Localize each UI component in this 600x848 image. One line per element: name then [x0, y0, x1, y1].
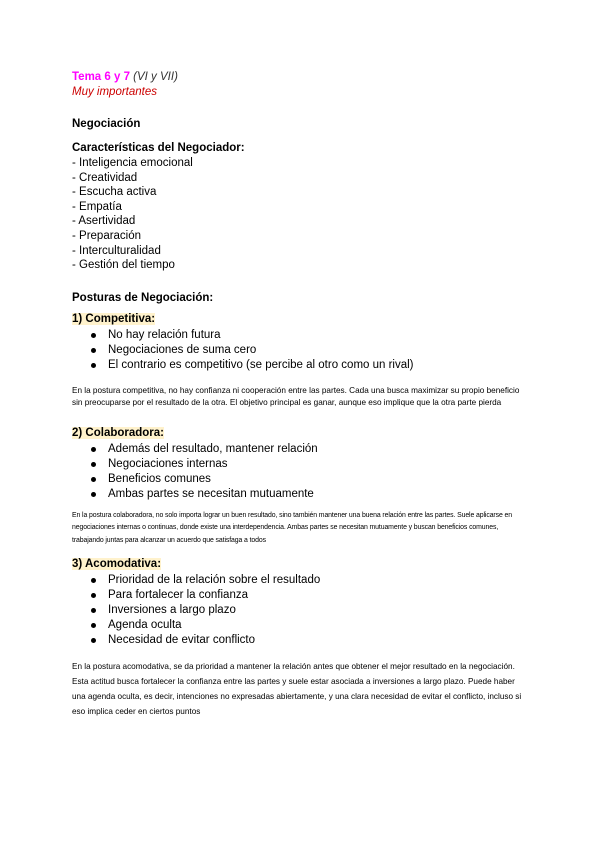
bullet-icon [91, 578, 96, 583]
list-item: - Gestión del tiempo [72, 259, 175, 272]
bullet-text: Inversiones a largo plazo [108, 604, 236, 617]
bullet-text: Ambas partes se necesitan mutuamente [108, 487, 314, 500]
bullet-item [72, 618, 532, 633]
bullet-icon [91, 623, 96, 628]
bullet-item [72, 573, 532, 588]
list-item: - Escucha activa [72, 186, 157, 199]
importance-note: Muy importantes [72, 86, 158, 98]
bullet-text: Beneficios comunes [108, 472, 211, 485]
bullet-item [72, 603, 532, 618]
list-item: - Asertividad [72, 215, 136, 228]
bullet-icon [91, 477, 96, 482]
bullet-item [72, 588, 532, 603]
list-item: - Preparación [72, 229, 142, 242]
topic-units: (VI y VII) [133, 71, 178, 83]
characteristics-heading: Características del Negociador: [72, 142, 245, 154]
bullet-icon [91, 462, 96, 467]
bullet-icon [91, 492, 96, 497]
section-colaboradora-bullets [72, 442, 532, 502]
bullet-icon [91, 348, 96, 353]
section-acomodativa-bullets [72, 573, 532, 648]
bullet-text: Prioridad de la relación sobre el resultado [108, 574, 321, 587]
bullet-icon [91, 363, 96, 368]
bullet-text: Además del resultado, mantener relación [108, 442, 318, 455]
bullet-item [72, 457, 532, 472]
bullet-text: Agenda oculta [108, 619, 182, 632]
section-acomodativa-title [72, 557, 532, 572]
bullet-item [72, 442, 532, 457]
highlight: 3) Acomodativa: [72, 558, 162, 571]
bullet-item [72, 487, 532, 502]
section-acomodativa-paragraph: En la postura acomodativa, se da prioridad a mantener la relación antes que obtener el mejor resultado en la negociación. Esta actitud busca fortalecer la confianza entre las partes y suele estar asociada a inversiones a largo plazo. Puede haber una agenda oculta, es decir, intenciones no expresadas abiertamente, y una clara necesidad de evitar el conflicto, incluso si eso implica ceder en ciertos puntos [72, 662, 522, 717]
bullet-icon [91, 608, 96, 613]
bullet-icon [91, 333, 96, 338]
bullet-item [72, 472, 532, 487]
bullet-text: Necesidad de evitar conflicto [108, 634, 256, 647]
section-colaboradora-paragraph: En la postura colaboradora, no solo importa lograr un buen resultado, sino también mantener una buena relación entre las partes. Suele aplicarse en negociaciones internas o continuas, donde existe una interdependencia. Ambas partes se necesitan mutuamente y buscan beneficios comunes, trabajando juntas para alcanzar un acuerdo que satisfaga a todos [72, 511, 512, 544]
section-colaboradora-title [72, 426, 532, 441]
list-item: - Creatividad [72, 171, 138, 184]
bullet-item [72, 358, 532, 373]
bullet-item [72, 633, 532, 648]
highlight: 2) Colaboradora: [72, 426, 165, 439]
bullet-text: No hay relación futura [108, 328, 221, 341]
highlight: 1) Competitiva: [72, 312, 156, 325]
bullet-icon [91, 638, 96, 643]
list-item: - Interculturalidad [72, 244, 161, 257]
bullet-text: El contrario es competitivo (se percibe al otro como un rival) [108, 358, 414, 371]
page-title: Negociación [72, 118, 141, 130]
document-content [72, 70, 532, 719]
section-competitiva-bullets [72, 328, 532, 373]
list-item: - Inteligencia emocional [72, 157, 193, 169]
bullet-text: Negociaciones internas [108, 457, 228, 470]
bullet-item [72, 343, 532, 358]
bullet-icon [91, 593, 96, 598]
topic-title: Tema 6 y 7 [72, 71, 130, 83]
section-competitiva-paragraph: En la postura competitiva, no hay confianza ni cooperación entre las partes. Cada una busca maximizar su propio beneficio sin preocuparse por el resultado de la otra. El objetivo principal es ganar, aunque eso implique que la otra parte pierda [72, 385, 520, 408]
postures-heading: Posturas de Negociación: [72, 291, 214, 304]
list-item: - Empatía [72, 200, 122, 213]
section-competitiva-title [72, 312, 532, 327]
bullet-text: Negociaciones de suma cero [108, 343, 257, 356]
bullet-text: Para fortalecer la confianza [108, 589, 248, 602]
bullet-item [72, 328, 532, 343]
topic-line [72, 70, 532, 85]
bullet-icon [91, 447, 96, 452]
characteristics-list [72, 156, 532, 273]
